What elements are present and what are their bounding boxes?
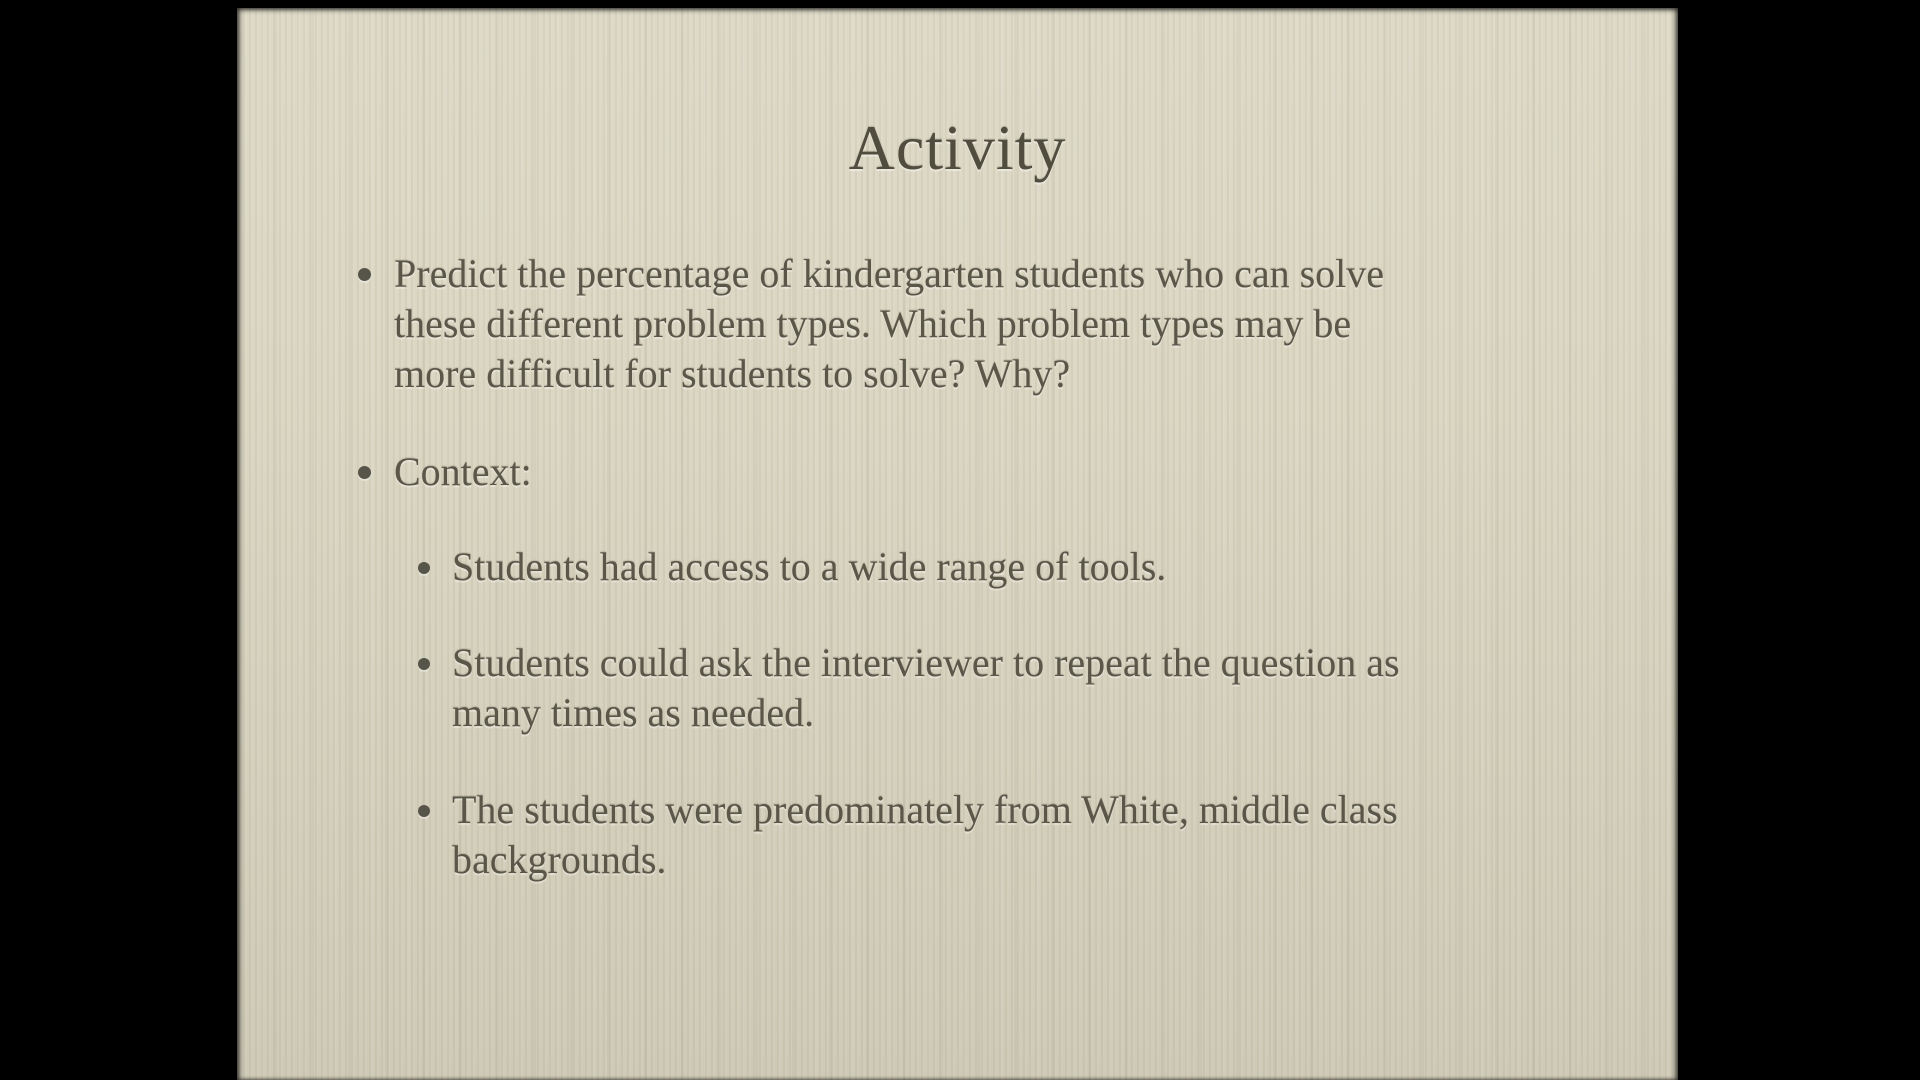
bullet-line: Students had access to a wide range of tools. [452,544,1167,589]
bullet-item-tools [452,542,1572,592]
presentation-slide [237,8,1678,1080]
bullet-text [394,447,1554,497]
bullet-line: these different problem types. Which problem types may be [394,301,1352,346]
bullet-dot-icon [418,562,430,574]
bullet-line: Predict the percentage of kindergarten students who can solve [394,251,1385,296]
bullet-item-predict [394,249,1554,399]
bullet-text [452,638,1572,738]
bullet-text [394,249,1554,399]
bullet-line: many times as needed. [452,690,815,735]
bullet-line: more difficult for students to solve? Why? [394,351,1071,396]
bullet-item-backgrounds [452,785,1572,885]
bullet-dot-icon [418,658,430,670]
bullet-text [452,542,1572,592]
bullet-line: The students were predominately from White, middle class [452,787,1398,832]
bullet-dot-icon [358,268,371,281]
bullet-item-repeat-question [452,638,1572,738]
bullet-item-context [394,447,1554,497]
bullet-dot-icon [358,466,371,479]
bullet-dot-icon [418,805,430,817]
bullet-line: Students could ask the interviewer to repeat the question as [452,640,1400,685]
bullet-line: Context: [394,449,532,494]
bullet-text [452,785,1572,885]
bullet-line: backgrounds. [452,837,667,882]
slide-title: Activity [848,112,1067,183]
